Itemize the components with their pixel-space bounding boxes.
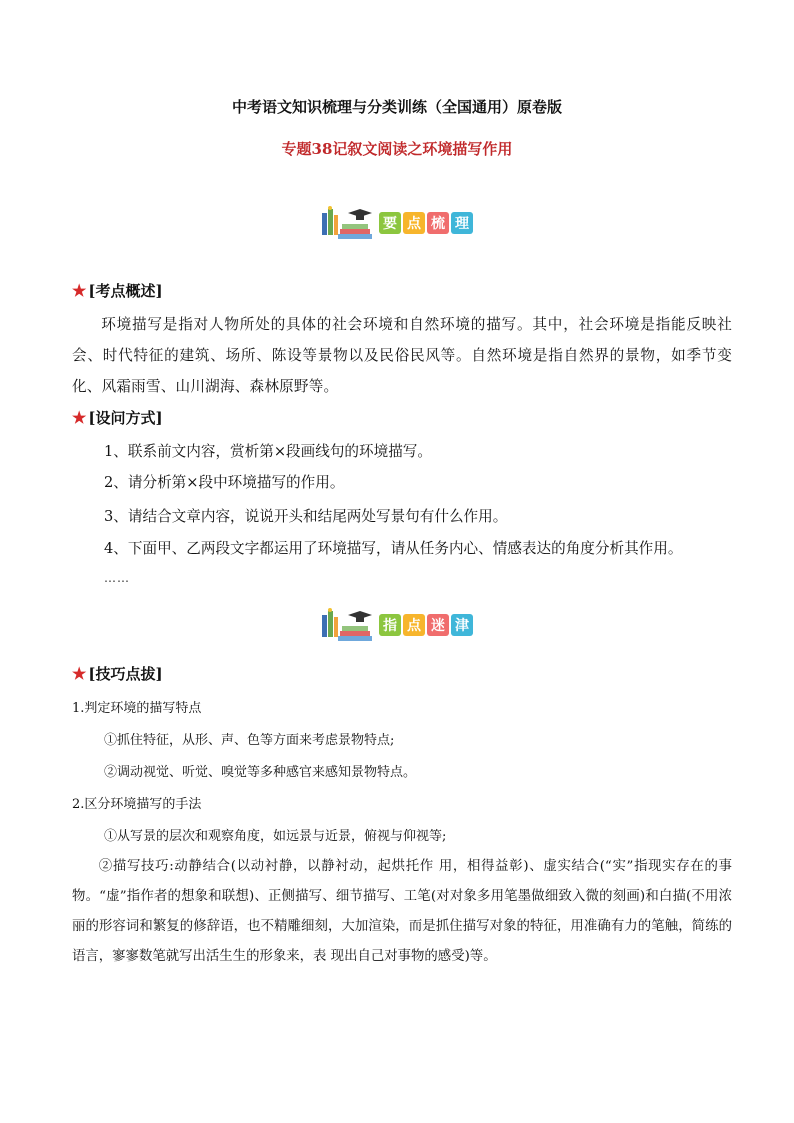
banner2-char-3: 迷	[427, 614, 449, 636]
technique-paragraph: ②描写技巧:动静结合(以动衬静，以静衬动，起烘托作 用，相得益彰)、虚实结合(“实”指现实存在的事物。“虚”指作者的想象和联想)、正侧描写、细节描写、工笔(对对象多用笔墨做细致入微的刻画)和白描(不用浓丽的形容词和繁复的修辞语，也不精雕细刻，大加渲染，而是抓住描写对象的特征，用准确有力的笔触，简练的语言，寥寥数笔就写出活生生的形象来，表 现出自己对事物的感受)等。	[72, 859, 732, 964]
document-title: 中考语文知识梳理与分类训练（全国通用）原卷版	[231, 98, 562, 116]
banner1-char-2: 点	[403, 212, 425, 234]
question-item: 1、联系前文内容，赏析第×段画线句的环境描写。	[104, 443, 432, 460]
question-item: 3、请结合文章内容，说说开头和结尾两处写景句有什么作用。	[104, 508, 508, 525]
overview-paragraph: 环境描写是指对人物所处的具体的社会环境和自然环境的描写。其中，社会环境是指能反映社会、时代特征的建筑、场所、陈设等景物以及民俗民风等。自然环境是指自然界的景物，如季节变化、风霜雨雪、山川湖海、森林原野等。	[72, 316, 732, 395]
section-heading-label: [考点概述]	[88, 282, 163, 300]
star-icon: ★	[72, 281, 87, 300]
books-icon	[320, 607, 374, 643]
banner2-char-4: 津	[451, 614, 473, 636]
banner2-char-2: 点	[403, 614, 425, 636]
section-heading-question-types	[72, 407, 163, 428]
technique-subpoint: ①抓住特征，从形、声、色等方面来考虑景物特点;	[104, 733, 395, 748]
banner-key-points	[0, 203, 794, 243]
section-heading-techniques	[72, 663, 163, 684]
document-subtitle: 专题38记叙文阅读之环境描写作用	[281, 140, 513, 158]
ellipsis: ……	[104, 571, 130, 585]
section-heading-label: [设问方式]	[88, 409, 163, 427]
books-icon	[320, 205, 374, 241]
question-item: 4、下面甲、乙两段文字都运用了环境描写，请从任务内心、情感表达的角度分析其作用。	[104, 540, 683, 557]
banner1-char-1: 要	[379, 212, 401, 234]
technique-point: 2.区分环境描写的手法	[72, 797, 202, 812]
star-icon: ★	[72, 408, 87, 427]
banner1-char-3: 梳	[427, 212, 449, 234]
banner2-char-1: 指	[379, 614, 401, 636]
banner1-char-4: 理	[451, 212, 473, 234]
technique-point: 1.判定环境的描写特点	[72, 701, 202, 716]
section-heading-label: [技巧点拔]	[88, 665, 163, 683]
banner-guidance	[0, 605, 794, 645]
technique-subpoint: ①从写景的层次和观察角度，如远景与近景，俯视与仰视等;	[104, 829, 447, 844]
technique-subpoint: ②调动视觉、听觉、嗅觉等多种感官来感知景物特点。	[104, 765, 417, 780]
section-heading-overview	[72, 280, 163, 301]
question-item: 2、请分析第×段中环境描写的作用。	[104, 474, 345, 491]
star-icon: ★	[72, 664, 87, 683]
